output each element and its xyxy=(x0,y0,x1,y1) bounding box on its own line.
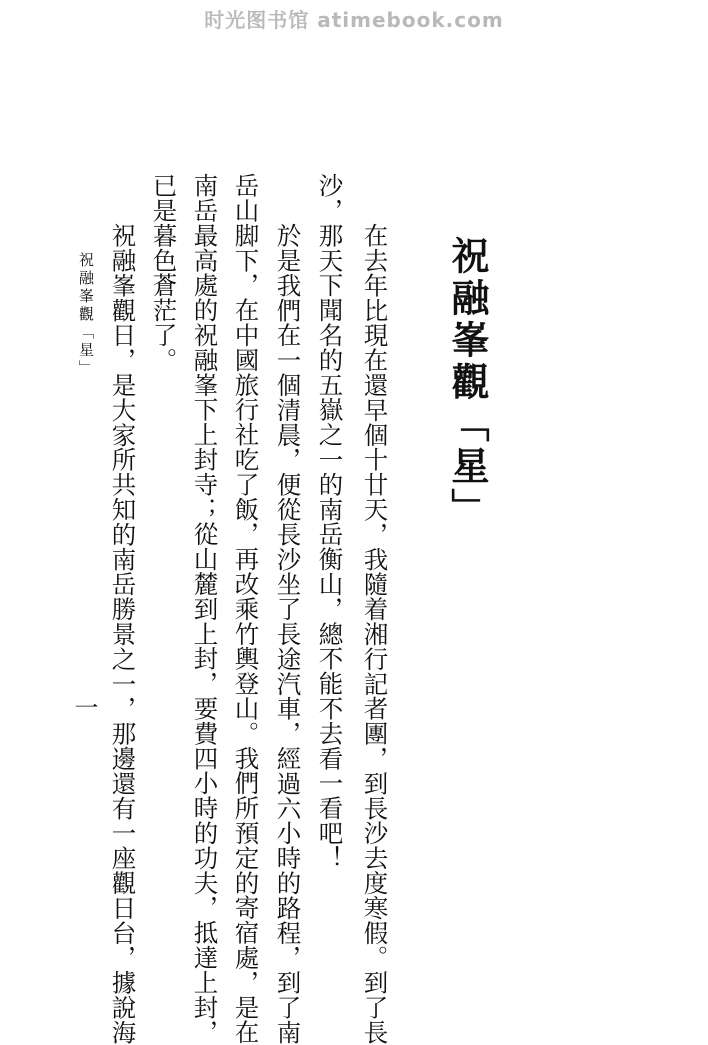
text-column: 已是暮色蒼茫了。 xyxy=(149,173,179,373)
text-column: 祝融峯觀日，是大家所共知的南岳勝景之一，那邊還有一座觀日台，據說海 xyxy=(108,223,138,1045)
watermark: 时光图书馆 atimebook.com xyxy=(204,8,504,32)
text-column: 沙，那天下聞名的五嶽之一的南岳衡山，總不能不去看一看吧！ xyxy=(315,173,345,871)
text-column: 南岳最高處的祝融峯下上封寺；從山麓到上封，要費四小時的功夫，抵達上封， xyxy=(190,173,220,1045)
text-column: 岳山脚下，在中國旅行社吃了飯，再改乘竹輿登山。我們所預定的寄宿處，是在 xyxy=(231,173,261,1045)
text-column: 於是我們在一個清晨，便從長沙坐了長途汽車，經過六小時的路程，到了南 xyxy=(273,223,303,1045)
chapter-title: 祝融峯觀「星」 xyxy=(445,236,490,530)
text-column: 在去年比現在還早個十廿天，我隨着湘行記者團，到長沙去度寒假。到了長 xyxy=(360,223,390,1045)
running-header: 祝融峯觀「星」 xyxy=(77,252,95,378)
page-number: 一 xyxy=(70,695,98,719)
